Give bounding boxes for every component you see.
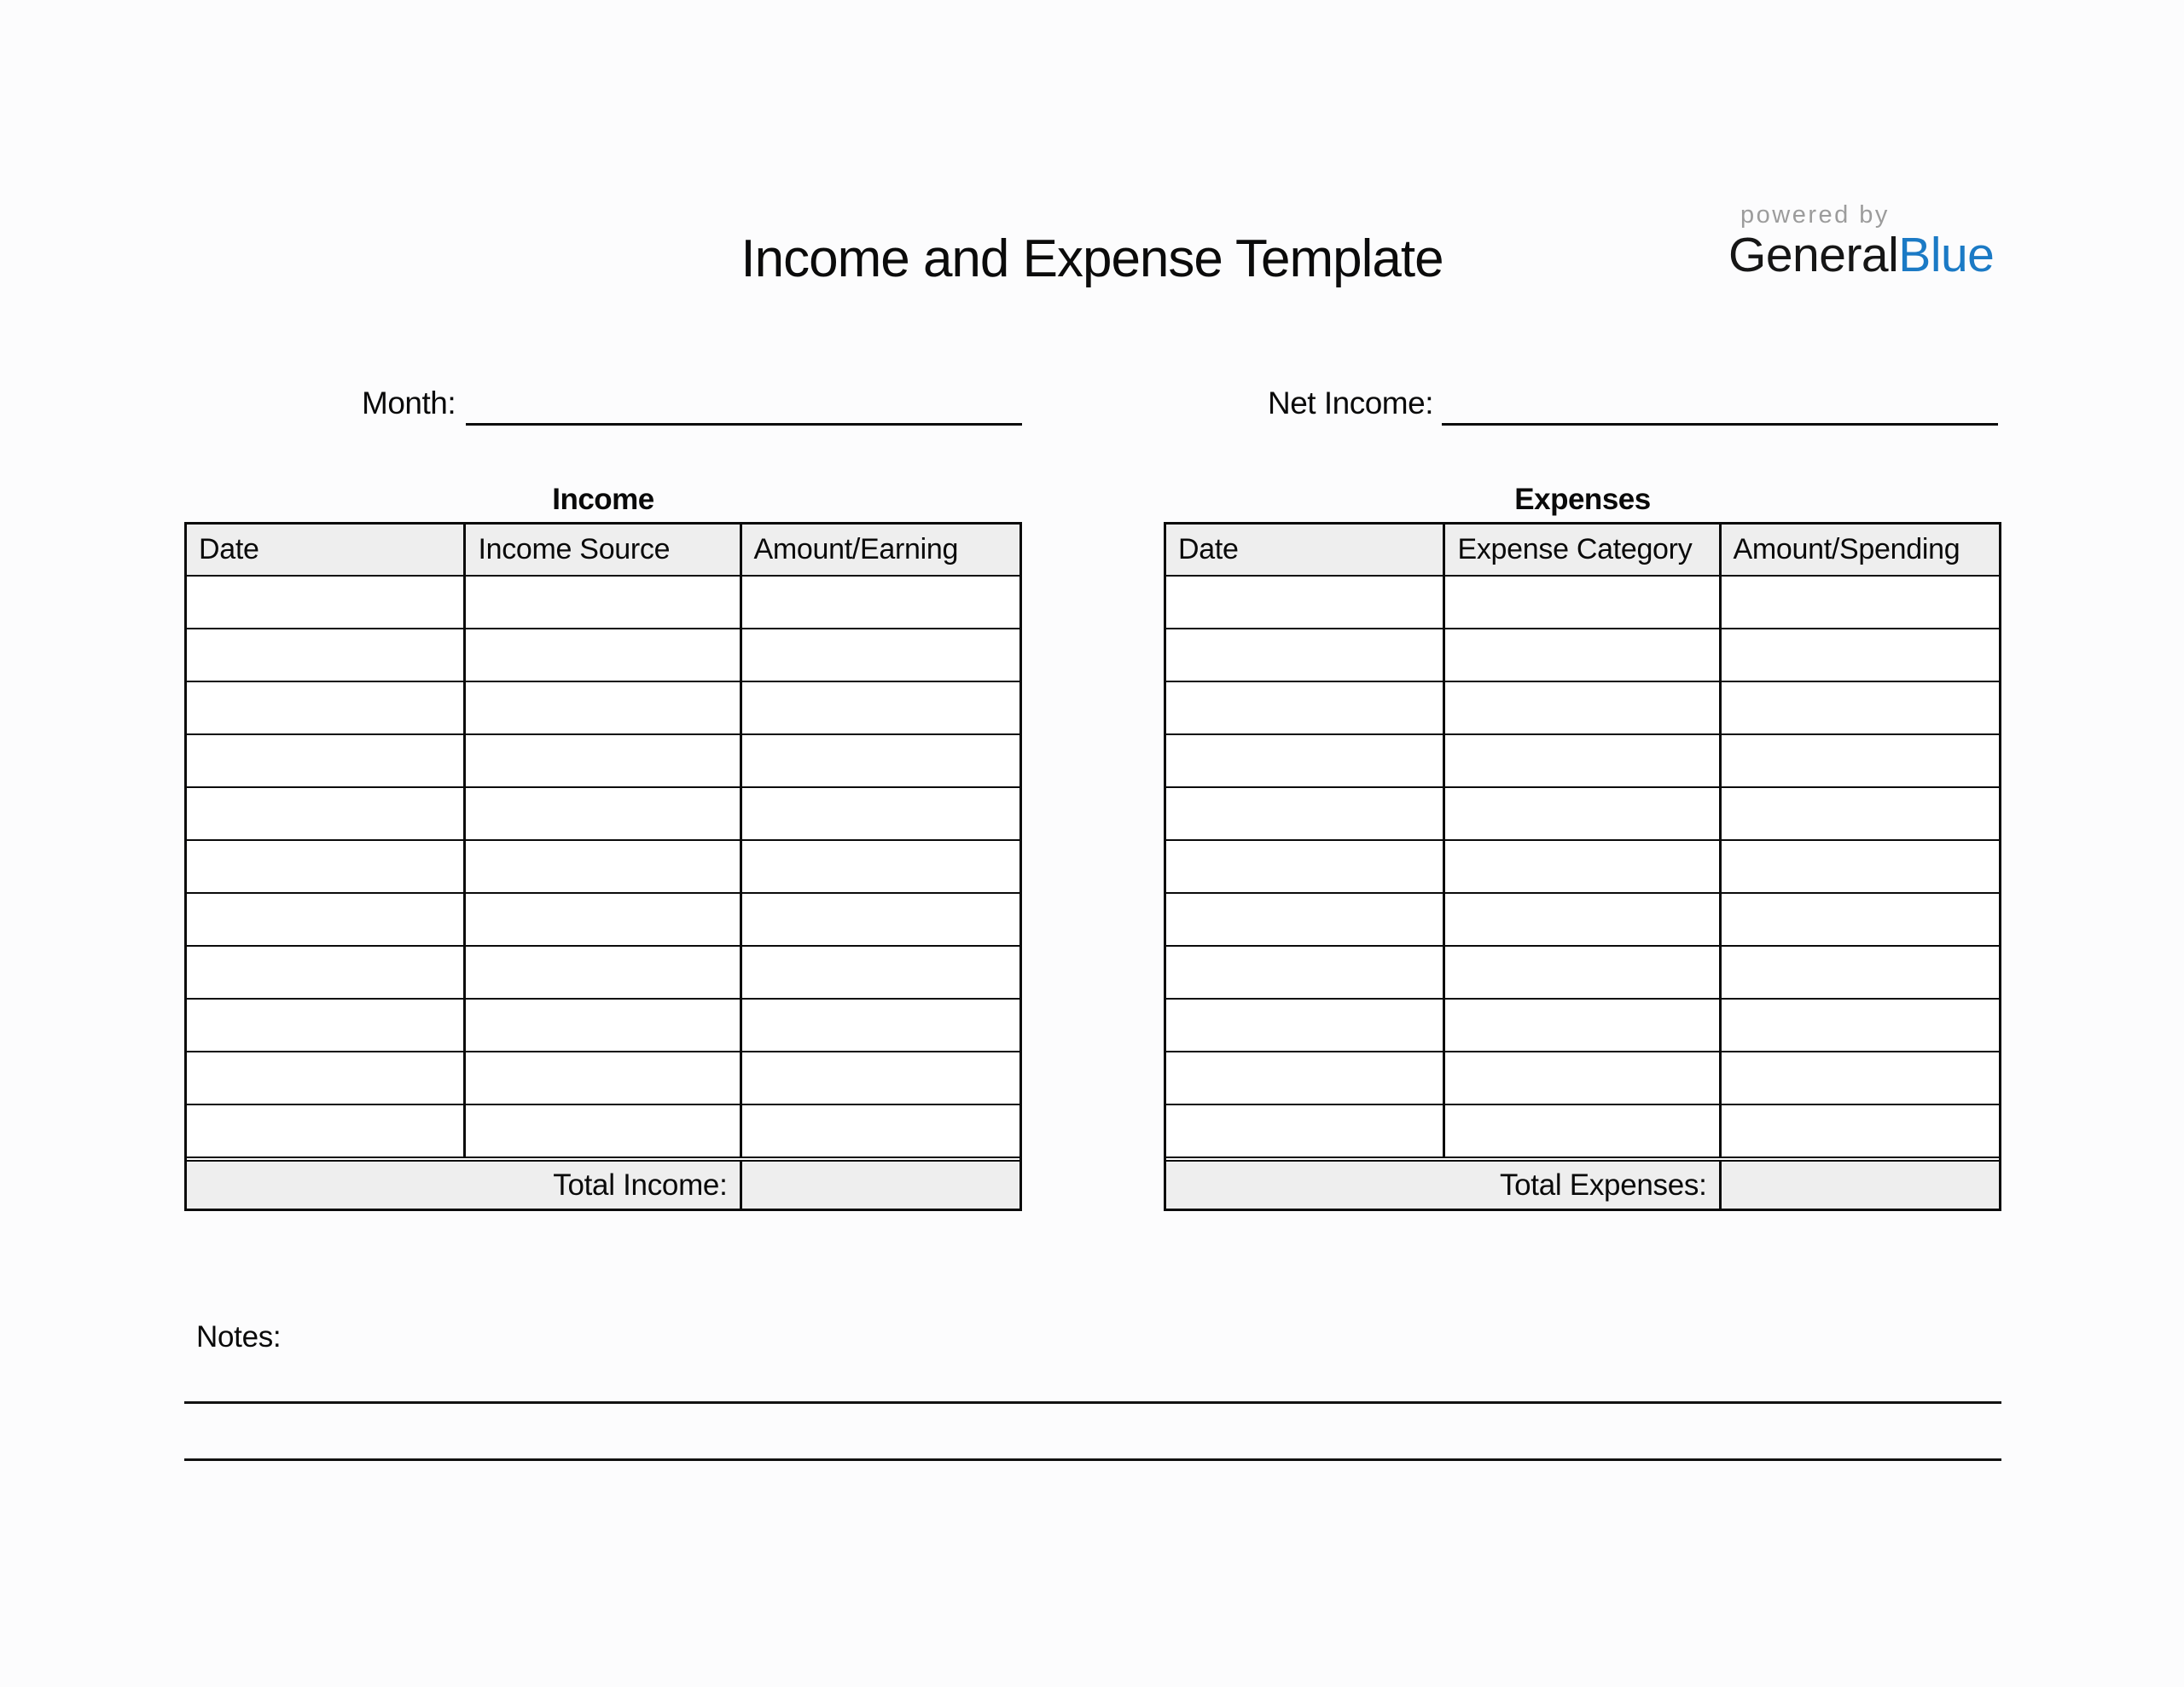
expenses-row: [1166, 787, 1999, 840]
expenses-date-cell[interactable]: [1166, 999, 1444, 1052]
income-row: [187, 946, 1019, 999]
income-row: [187, 576, 1019, 629]
income-row: [187, 629, 1019, 681]
expenses-date-cell[interactable]: [1166, 681, 1444, 734]
expenses-row: [1166, 629, 1999, 681]
income-total-row: [187, 1161, 1019, 1209]
income-date-cell[interactable]: [187, 787, 465, 840]
expenses-date-cell[interactable]: [1166, 787, 1444, 840]
income-amount-cell[interactable]: [741, 946, 1019, 999]
income-source-cell[interactable]: [465, 893, 741, 946]
expenses-category-cell[interactable]: [1444, 1104, 1720, 1157]
expenses-category-cell[interactable]: [1444, 893, 1720, 946]
brand-wordmark: [1728, 230, 2010, 281]
expenses-header-row: [1166, 525, 1999, 576]
income-amount-cell[interactable]: [741, 576, 1019, 629]
expenses-row: [1166, 734, 1999, 787]
expenses-date-cell[interactable]: [1166, 629, 1444, 681]
income-date-cell[interactable]: [187, 840, 465, 893]
expenses-date-cell[interactable]: [1166, 734, 1444, 787]
income-source-cell[interactable]: [465, 999, 741, 1052]
notes-label: Notes:: [196, 1320, 282, 1354]
expenses-date-cell[interactable]: [1166, 1104, 1444, 1157]
notes-underline-2: [184, 1458, 2001, 1461]
expenses-amount-cell[interactable]: [1720, 576, 1999, 629]
income-date-cell[interactable]: [187, 1104, 465, 1157]
expenses-row: [1166, 840, 1999, 893]
expenses-category-cell[interactable]: [1444, 840, 1720, 893]
expenses-row: [1166, 893, 1999, 946]
income-total-label: Total Income:: [187, 1161, 741, 1209]
expenses-total-label: Total Expenses:: [1166, 1161, 1720, 1209]
income-source-cell[interactable]: [465, 946, 741, 999]
powered-by-label: powered by: [1740, 201, 1890, 229]
expenses-amount-cell[interactable]: [1720, 734, 1999, 787]
expenses-section-title: Expenses: [1514, 483, 1651, 516]
expenses-category-cell[interactable]: [1444, 681, 1720, 734]
expenses-category-cell[interactable]: [1444, 1052, 1720, 1104]
income-row: [187, 787, 1019, 840]
income-date-cell[interactable]: [187, 734, 465, 787]
expenses-date-cell[interactable]: [1166, 893, 1444, 946]
income-amount-cell[interactable]: [741, 999, 1019, 1052]
expenses-total-row: [1166, 1161, 1999, 1209]
page-title: Income and Expense Template: [741, 229, 1443, 288]
income-date-cell[interactable]: [187, 946, 465, 999]
income-source-cell[interactable]: [465, 681, 741, 734]
general-blue-logo: [1728, 201, 2010, 281]
income-source-cell[interactable]: [465, 629, 741, 681]
expenses-category-cell[interactable]: [1444, 946, 1720, 999]
income-header-date: Date: [187, 525, 465, 576]
income-row: [187, 893, 1019, 946]
expenses-row: [1166, 946, 1999, 999]
income-table: [184, 522, 1022, 1211]
expenses-header-amount: Amount/Spending: [1720, 525, 1999, 576]
income-date-cell[interactable]: [187, 681, 465, 734]
income-row: [187, 1104, 1019, 1157]
income-date-cell[interactable]: [187, 629, 465, 681]
expenses-category-cell[interactable]: [1444, 734, 1720, 787]
income-source-cell[interactable]: [465, 840, 741, 893]
expenses-category-cell[interactable]: [1444, 787, 1720, 840]
net-income-label: Net Income:: [1268, 386, 1433, 420]
expenses-row: [1166, 999, 1999, 1052]
month-input[interactable]: [474, 386, 1015, 423]
expenses-category-cell[interactable]: [1444, 999, 1720, 1052]
income-source-cell[interactable]: [465, 1104, 741, 1157]
brand-general-text: General: [1728, 228, 1899, 282]
expenses-total-value[interactable]: [1720, 1161, 1999, 1209]
notes-input-2[interactable]: [189, 1419, 1996, 1457]
income-source-cell[interactable]: [465, 734, 741, 787]
income-row: [187, 999, 1019, 1052]
income-header-amount: Amount/Earning: [741, 525, 1019, 576]
income-amount-cell[interactable]: [741, 893, 1019, 946]
income-section-title: Income: [552, 483, 654, 516]
expenses-amount-cell[interactable]: [1720, 999, 1999, 1052]
expenses-amount-cell[interactable]: [1720, 893, 1999, 946]
income-row: [187, 1052, 1019, 1104]
income-amount-cell[interactable]: [741, 629, 1019, 681]
income-date-cell[interactable]: [187, 893, 465, 946]
month-underline: [466, 423, 1022, 426]
income-row: [187, 681, 1019, 734]
income-amount-cell[interactable]: [741, 840, 1019, 893]
expenses-category-cell[interactable]: [1444, 576, 1720, 629]
income-source-cell[interactable]: [465, 787, 741, 840]
net-income-underline: [1442, 423, 1998, 426]
income-amount-cell[interactable]: [741, 734, 1019, 787]
expenses-date-cell[interactable]: [1166, 1052, 1444, 1104]
expenses-date-cell[interactable]: [1166, 840, 1444, 893]
expenses-amount-cell[interactable]: [1720, 946, 1999, 999]
month-label: Month:: [362, 386, 456, 420]
expenses-amount-cell[interactable]: [1720, 1104, 1999, 1157]
income-amount-cell[interactable]: [741, 787, 1019, 840]
income-date-cell[interactable]: [187, 999, 465, 1052]
expenses-amount-cell[interactable]: [1720, 840, 1999, 893]
income-date-cell[interactable]: [187, 1052, 465, 1104]
notes-underline-1: [184, 1401, 2001, 1404]
net-income-input[interactable]: [1450, 386, 1991, 423]
expenses-row: [1166, 576, 1999, 629]
expenses-amount-cell[interactable]: [1720, 629, 1999, 681]
income-source-cell[interactable]: [465, 1052, 741, 1104]
income-total-value[interactable]: [741, 1161, 1019, 1209]
expenses-header-date: Date: [1166, 525, 1444, 576]
income-amount-cell[interactable]: [741, 1052, 1019, 1104]
brand-blue-text: Blue: [1898, 228, 1995, 282]
expenses-table: [1164, 522, 2001, 1211]
expenses-date-cell[interactable]: [1166, 946, 1444, 999]
income-row: [187, 840, 1019, 893]
expenses-header-category: Expense Category: [1444, 525, 1720, 576]
income-date-cell[interactable]: [187, 576, 465, 629]
income-source-cell[interactable]: [465, 576, 741, 629]
notes-input-1[interactable]: [189, 1361, 1996, 1399]
expenses-amount-cell[interactable]: [1720, 1052, 1999, 1104]
expenses-amount-cell[interactable]: [1720, 681, 1999, 734]
expenses-category-cell[interactable]: [1444, 629, 1720, 681]
income-amount-cell[interactable]: [741, 681, 1019, 734]
income-header-source: Income Source: [465, 525, 741, 576]
expenses-row: [1166, 1052, 1999, 1104]
expenses-date-cell[interactable]: [1166, 576, 1444, 629]
expenses-row: [1166, 681, 1999, 734]
income-row: [187, 734, 1019, 787]
expenses-amount-cell[interactable]: [1720, 787, 1999, 840]
expenses-row: [1166, 1104, 1999, 1157]
income-amount-cell[interactable]: [741, 1104, 1019, 1157]
income-header-row: [187, 525, 1019, 576]
